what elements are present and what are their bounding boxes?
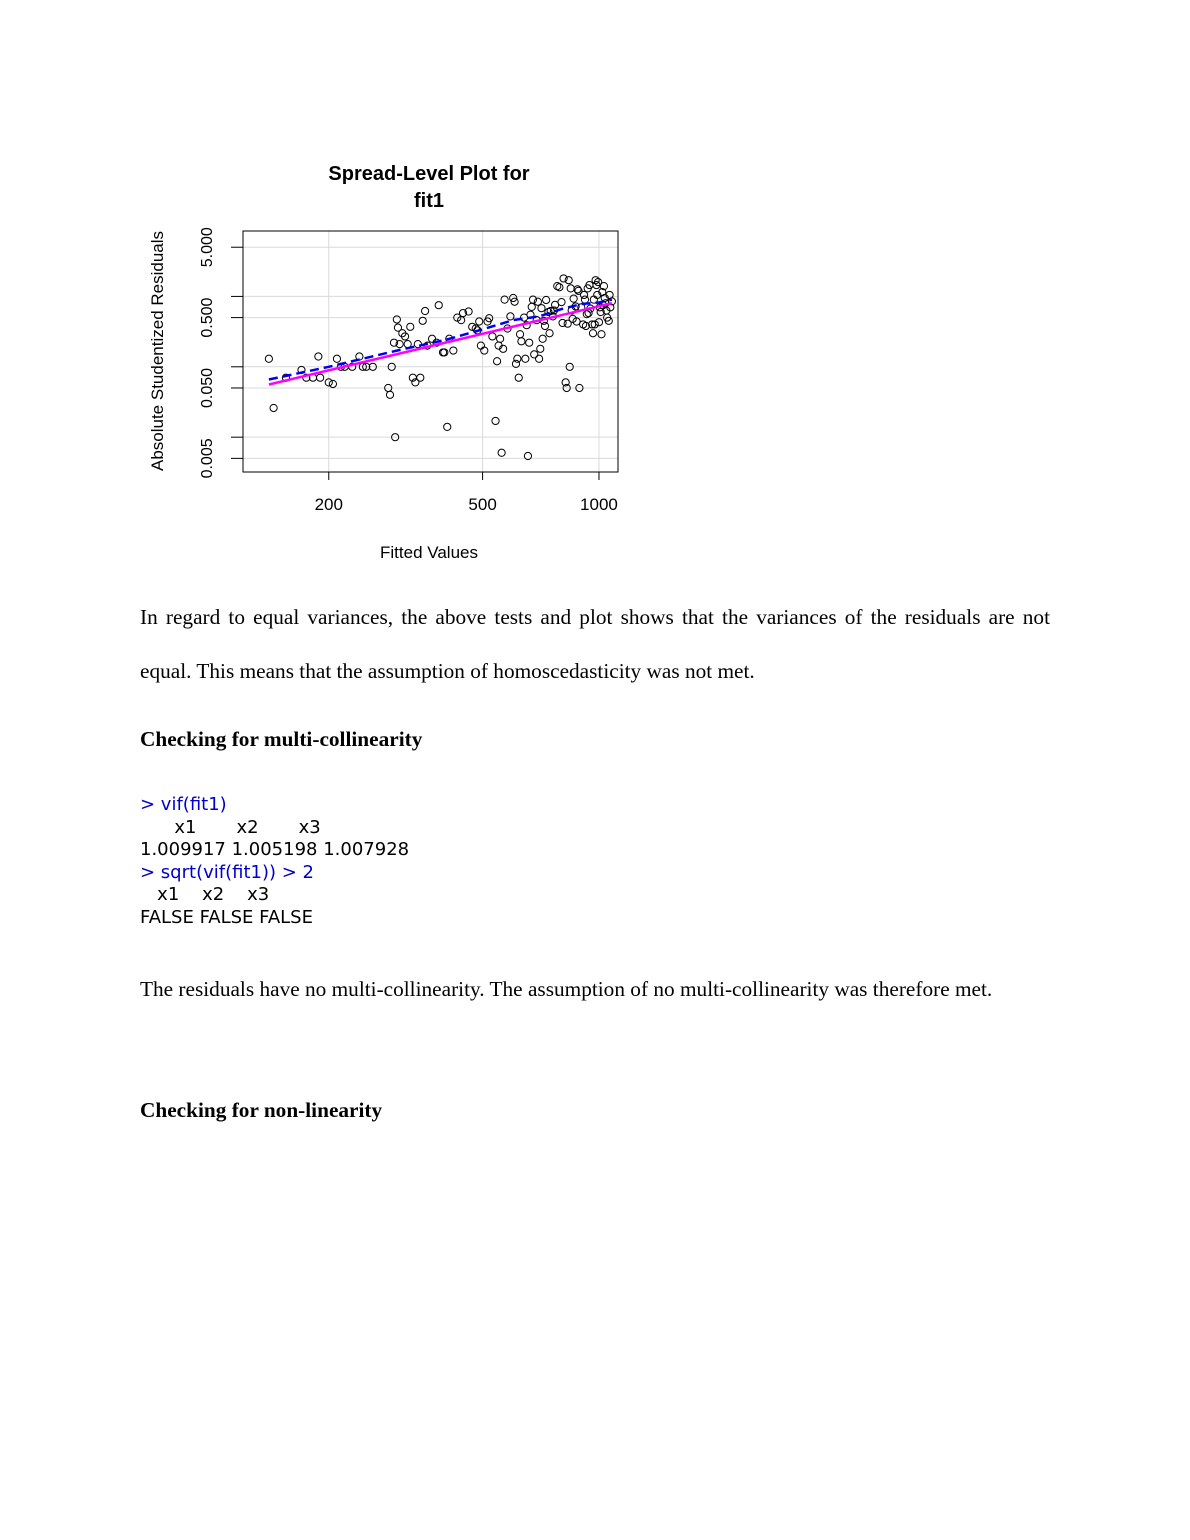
data-point [516,331,523,338]
data-point [537,345,544,352]
fit-line [269,303,612,384]
r-console-output [140,794,415,930]
data-point [543,296,550,303]
code-line-output: x1 x2 x3 [140,884,275,906]
paragraph-multicollinearity-result: The residuals have no multi-collinearity. The assumption of no multi-collinearity was therefore met. [140,977,993,1001]
data-point [546,330,553,337]
paragraph-equal-variances: In regard to equal variances, the above tests and plot shows that the variances of the residuals are not equal. This means that the assumption of homoscedasticity was not met. [140,605,1050,683]
smooth-line [269,300,612,380]
data-point [265,355,272,362]
data-point [481,347,488,354]
data-point [567,285,574,292]
data-point [315,353,322,360]
data-point [522,355,529,362]
y-tick-label: 0.500 [199,297,216,338]
x-tick-label: 500 [468,495,497,514]
data-point [421,307,428,314]
y-tick-label: 0.005 [199,438,216,479]
data-point [329,380,336,387]
y-tick-label: 5.000 [199,227,216,268]
data-point [417,374,424,381]
data-point [450,347,457,354]
data-point [531,351,538,358]
data-point [317,374,324,381]
data-point [444,423,451,430]
data-point [538,305,545,312]
axes [199,227,618,514]
data-point [270,404,277,411]
data-point [507,313,514,320]
data-point [535,355,542,362]
data-point [393,316,400,323]
data-point [518,338,525,345]
data-point [541,322,548,329]
x-tick-label: 200 [314,495,343,514]
data-point [589,330,596,337]
heading-multicollinearity: Checking for multi-collinearity [140,727,423,751]
chart-title-line2: fit1 [414,190,444,212]
data-point [407,323,414,330]
data-point [435,302,442,309]
data-point [558,299,565,306]
code-line-output: FALSE FALSE FALSE [140,906,319,928]
fit-lines [269,300,612,385]
x-tick-label: 1000 [580,495,618,514]
data-point [386,391,393,398]
data-point [514,355,521,362]
heading-non-linearity: Checking for non-linearity [140,1098,383,1122]
code-line-output: 1.009917 1.005198 1.007928 [140,839,415,861]
y-tick-label: 0.050 [199,367,216,409]
data-point [493,358,500,365]
spread-level-plot-svg [138,155,628,575]
data-point [419,317,426,324]
plot-frame [243,231,618,472]
data-point [489,333,496,340]
data-point [515,374,522,381]
code-line-command: > sqrt(vif(fit1)) > 2 [140,861,314,883]
code-line-command: > vif(fit1) [140,794,227,815]
data-point [477,342,484,349]
chart-title-line1: Spread-Level Plot for [328,163,530,185]
data-point [476,318,483,325]
x-axis-label: Fitted Values [380,543,478,562]
data-point [497,335,504,342]
data-point [501,296,508,303]
data-point [498,449,505,456]
code-line-output: x1 x2 x3 [140,816,327,838]
data-point [492,417,499,424]
y-axis-label: Absolute Studentized Residuals [148,230,167,472]
data-point [556,284,563,291]
grid [243,231,618,472]
spread-level-plot [138,155,628,575]
data-point [526,339,533,346]
data-point [528,303,535,310]
data-point [581,296,588,303]
data-point [539,335,546,342]
data-point [333,355,340,362]
